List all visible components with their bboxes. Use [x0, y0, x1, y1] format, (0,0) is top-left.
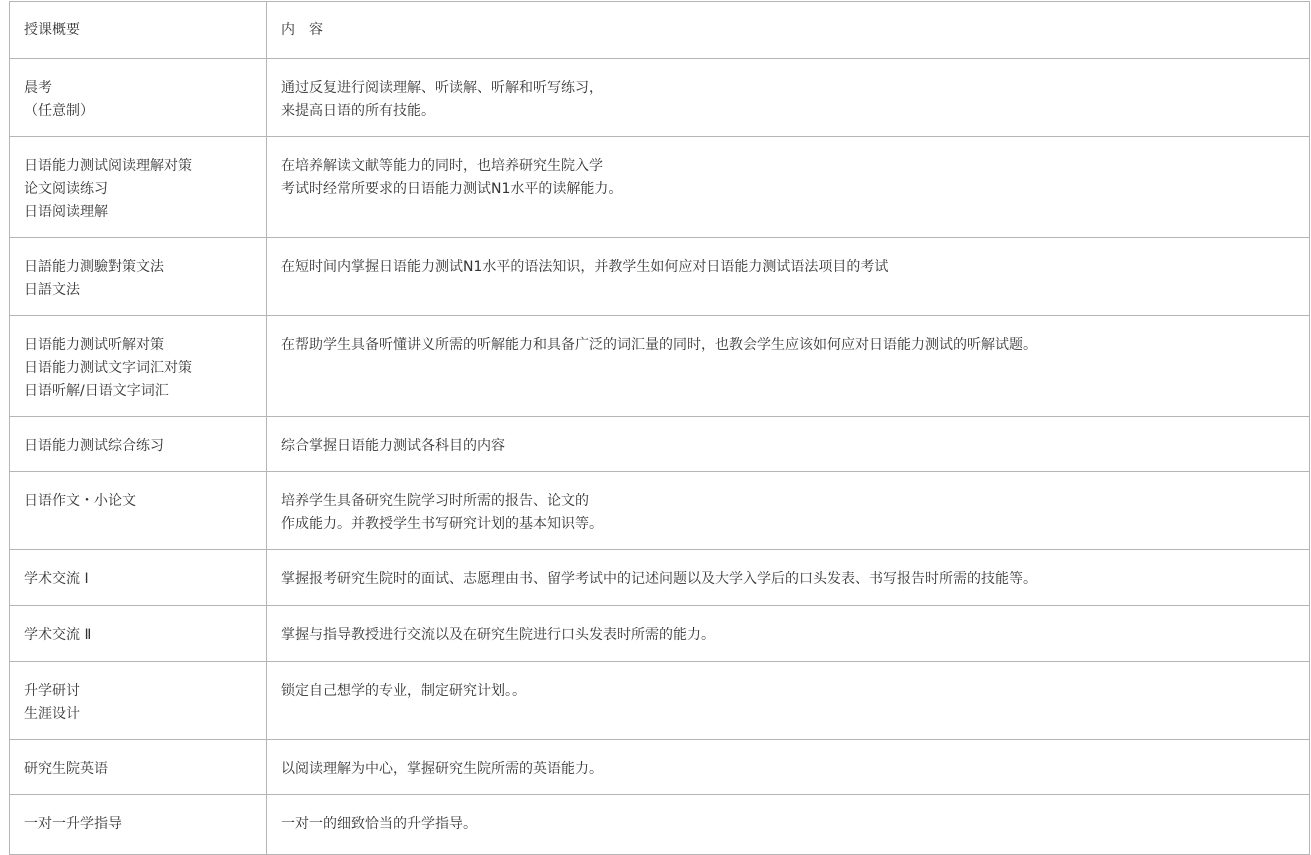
- course-table: [9, 1, 1310, 855]
- course-name-line: 日语阅读理解: [24, 204, 108, 220]
- course-name-cell: [10, 238, 267, 316]
- course-content-cell: [267, 740, 1310, 795]
- course-content-line: 在培养解读文献等能力的同时，也培养研究生院入学: [281, 158, 603, 174]
- table-row: [10, 795, 1310, 855]
- course-content-line: 培养学生具备研究生院学习时所需的报告、论文的: [281, 493, 589, 509]
- header-course-label: 授课概要: [24, 22, 80, 38]
- table-row: [10, 740, 1310, 795]
- course-name-cell: [10, 417, 267, 472]
- course-name-line: 日语能力测试阅读理解对策: [24, 158, 192, 174]
- course-name-line: 日语能力测试综合练习: [24, 438, 164, 454]
- header-content-label: 内 容: [281, 22, 323, 38]
- course-content-cell: [267, 316, 1310, 417]
- course-name-line: 日语听解/日语文字词汇: [24, 383, 169, 399]
- course-content-cell: [267, 662, 1310, 740]
- course-name-line: 日语作文・小论文: [24, 493, 136, 509]
- course-name-cell: [10, 740, 267, 795]
- table-header-row: [10, 2, 1310, 59]
- table-row: [10, 137, 1310, 238]
- table-row: [10, 550, 1310, 606]
- course-name-line: （任意制）: [24, 103, 94, 119]
- course-name-line: 一对一升学指导: [24, 816, 122, 832]
- course-content-line: 在短时间内掌握日语能力测试N1水平的语法知识，并教学生如何应对日语能力测试语法项目的考试: [281, 259, 889, 275]
- course-content-line: 综合掌握日语能力测试各科目的内容: [281, 438, 505, 454]
- course-name-cell: [10, 472, 267, 550]
- course-content-cell: [267, 795, 1310, 855]
- course-content-line: 在帮助学生具备听懂讲义所需的听解能力和具备广泛的词汇量的同时，也教会学生应该如何应对日语能力测试的听解试题。: [281, 337, 1037, 353]
- course-content-line: 锁定自己想学的专业，制定研究计划。。: [281, 683, 526, 699]
- table-row: [10, 662, 1310, 740]
- course-name-cell: [10, 662, 267, 740]
- course-content-line: 以阅读理解为中心，掌握研究生院所需的英语能力。: [281, 761, 603, 777]
- course-content-line: 掌握报考研究生院时的面试、志愿理由书、留学考试中的记述问题以及大学入学后的口头发表、书写报告时所需的技能等。: [281, 571, 1037, 587]
- course-content-cell: [267, 550, 1310, 606]
- course-content-line: 掌握与指导教授进行交流以及在研究生院进行口头发表时所需的能力。: [281, 627, 715, 643]
- course-content-line: 一对一的细致恰当的升学指导。: [281, 816, 477, 832]
- course-name-cell: [10, 795, 267, 855]
- course-content-cell: [267, 417, 1310, 472]
- table-row: [10, 606, 1310, 662]
- course-content-cell: [267, 238, 1310, 316]
- course-content-line: 来提高日语的所有技能。: [281, 103, 435, 119]
- course-name-line: 学术交流 Ⅱ: [24, 627, 92, 643]
- course-name-line: 日语能力测试文字词汇对策: [24, 360, 192, 376]
- course-content-line: 作成能力。并教授学生书写研究计划的基本知识等。: [281, 516, 603, 532]
- course-table-body: [10, 2, 1310, 855]
- course-name-line: 生涯设计: [24, 706, 80, 722]
- course-content-cell: [267, 472, 1310, 550]
- course-content-line: 考试时经常所要求的日语能力测试N1水平的读解能力。: [281, 181, 623, 197]
- course-content-cell: [267, 59, 1310, 137]
- table-row: [10, 316, 1310, 417]
- course-name-cell: [10, 59, 267, 137]
- course-content-cell: [267, 137, 1310, 238]
- course-name-line: 论文阅读练习: [24, 181, 108, 197]
- course-name-line: 研究生院英语: [24, 761, 108, 777]
- header-course-cell: [10, 2, 267, 59]
- course-name-line: 升学研讨: [24, 683, 80, 699]
- table-row: [10, 238, 1310, 316]
- course-name-line: 晨考: [24, 80, 52, 96]
- course-name-cell: [10, 550, 267, 606]
- course-name-line: 日語能力測驗對策文法: [24, 259, 164, 275]
- course-name-line: 学术交流 Ⅰ: [24, 571, 89, 587]
- course-name-cell: [10, 137, 267, 238]
- table-row: [10, 59, 1310, 137]
- course-name-cell: [10, 316, 267, 417]
- table-row: [10, 417, 1310, 472]
- course-name-cell: [10, 606, 267, 662]
- course-content-cell: [267, 606, 1310, 662]
- course-name-line: 日語文法: [24, 282, 80, 298]
- course-name-line: 日语能力测试听解对策: [24, 337, 164, 353]
- table-row: [10, 472, 1310, 550]
- header-content-cell: [267, 2, 1310, 59]
- course-content-line: 通过反复进行阅读理解、听读解、听解和听写练习，: [281, 80, 603, 96]
